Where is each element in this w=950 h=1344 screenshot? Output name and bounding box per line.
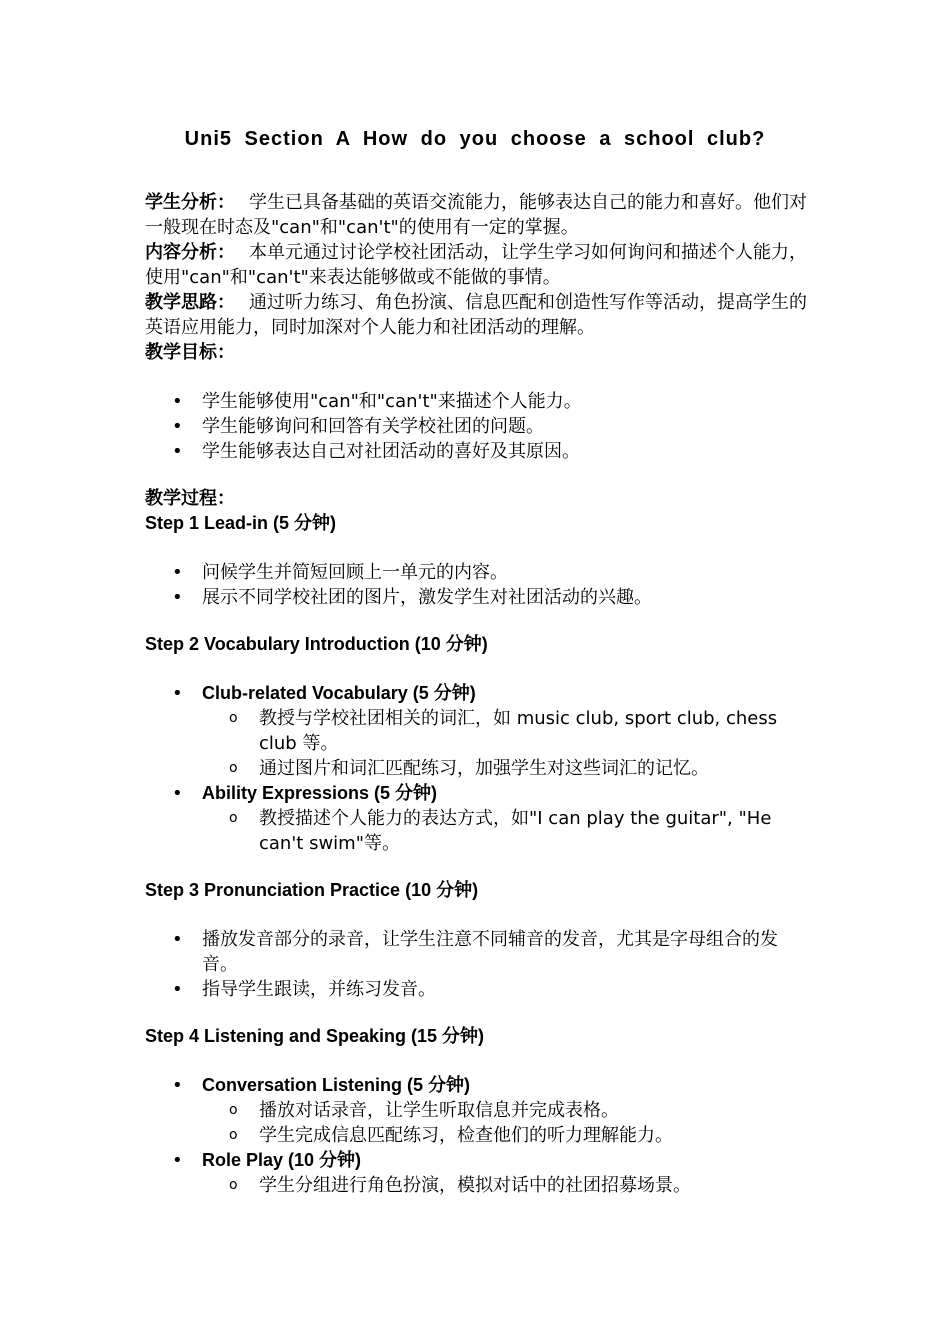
step4-list <box>145 1073 810 1198</box>
list-item <box>145 1148 810 1198</box>
document-title: Uni5 Section A How do you choose a school club? <box>184 128 766 150</box>
list-item <box>145 781 810 856</box>
teaching-approach-label: 教学思路： <box>145 292 235 313</box>
step2-sub1-list <box>202 706 810 781</box>
step4-heading: Step 4 Listening and Speaking (15 分钟) <box>145 1026 485 1046</box>
list-item: • 学生能够使用"can"和"can't"来描述个人能力。 <box>145 389 810 414</box>
content-analysis <box>145 240 810 290</box>
student-analysis <box>145 190 810 240</box>
step2-sub2-heading: Ability Expressions (5 分钟) <box>202 783 438 803</box>
list-item: o 通过图片和词汇匹配练习，加强学生对这些词汇的记忆。 <box>202 756 810 781</box>
list-item: o 教授描述个人能力的表达方式，如"I can play the guitar", "He can't swim"等。 <box>202 806 810 856</box>
step4-sub1-list <box>202 1098 810 1148</box>
list-item: • 学生能够询问和回答有关学校社团的问题。 <box>145 414 810 439</box>
step2-sub2-list <box>202 806 810 856</box>
step2-heading: Step 2 Vocabulary Introduction (10 分钟) <box>145 634 488 654</box>
list-item: • 展示不同学校社团的图片，激发学生对社团活动的兴趣。 <box>145 585 810 610</box>
step2-list <box>145 681 810 856</box>
step4-sub2-heading: Role Play (10 分钟) <box>202 1150 362 1170</box>
teaching-goals-label: 教学目标： <box>145 342 235 363</box>
student-analysis-text: 学生已具备基础的英语交流能力，能够表达自己的能力和喜好。他们对一般现在时态及"can"和"can't"的使用有一定的掌握。 <box>145 192 807 238</box>
goals-list <box>145 389 810 464</box>
student-analysis-label: 学生分析： <box>145 192 235 213</box>
step4-sub1-heading: Conversation Listening (5 分钟) <box>202 1075 471 1095</box>
list-item: • 指导学生跟读，并练习发音。 <box>145 977 810 1002</box>
list-item: o 教授与学校社团相关的词汇，如 music club, sport club, chess club 等。 <box>202 706 810 756</box>
list-item: • 学生能够表达自己对社团活动的喜好及其原因。 <box>145 439 810 464</box>
content-analysis-label: 内容分析： <box>145 242 235 263</box>
process-label: 教学过程： <box>145 488 235 509</box>
document-body <box>145 190 810 1220</box>
step3-heading: Step 3 Pronunciation Practice (10 分钟) <box>145 880 479 900</box>
teaching-approach-text: 通过听力练习、角色扮演、信息匹配和创造性写作等活动，提高学生的英语应用能力，同时加深对个人能力和社团活动的理解。 <box>145 292 807 338</box>
list-item: o 学生完成信息匹配练习，检查他们的听力理解能力。 <box>202 1123 810 1148</box>
teaching-approach <box>145 290 810 340</box>
step1-list <box>145 560 810 610</box>
step4-sub2-list <box>202 1173 810 1198</box>
list-item <box>145 681 810 781</box>
list-item <box>145 1073 810 1148</box>
list-item: • 问候学生并简短回顾上一单元的内容。 <box>145 560 810 585</box>
list-item: • 播放发音部分的录音，让学生注意不同辅音的发音，尤其是字母组合的发音。 <box>145 927 810 977</box>
step1-heading: Step 1 Lead-in (5 分钟) <box>145 513 337 533</box>
step3-list <box>145 927 810 1002</box>
list-item: o 播放对话录音，让学生听取信息并完成表格。 <box>202 1098 810 1123</box>
step2-sub1-heading: Club-related Vocabulary (5 分钟) <box>202 683 476 703</box>
content-analysis-text: 本单元通过讨论学校社团活动，让学生学习如何询问和描述个人能力，使用"can"和"can't"来表达能够做或不能做的事情。 <box>145 242 807 288</box>
list-item: o 学生分组进行角色扮演，模拟对话中的社团招募场景。 <box>202 1173 810 1198</box>
